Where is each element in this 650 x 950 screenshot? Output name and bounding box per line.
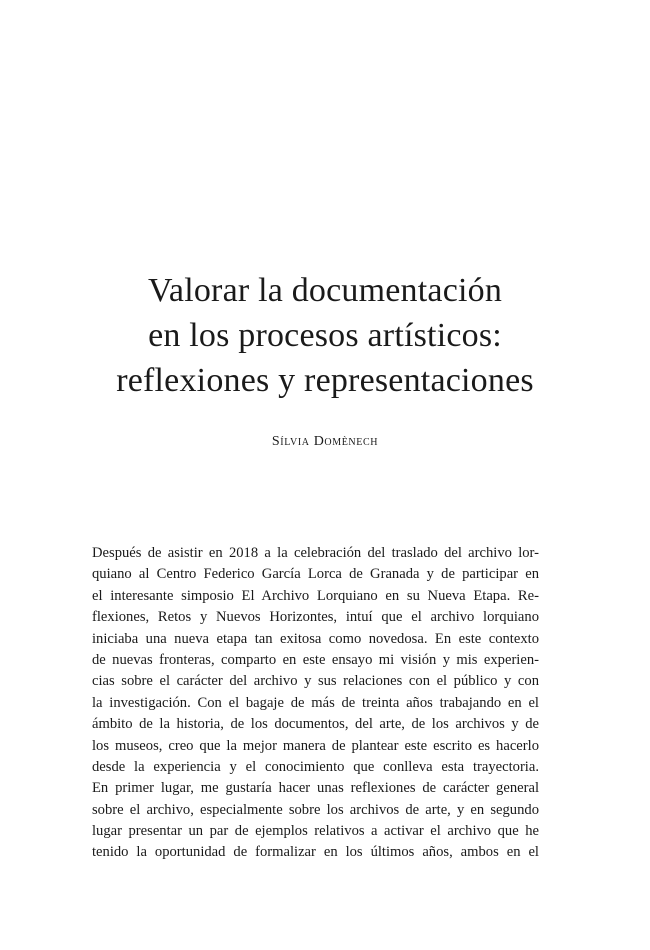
body-line-8: la investigación. Con el bagaje de más de treinta años trabajando en el <box>92 694 539 711</box>
body-paragraph <box>92 543 539 864</box>
body-line-11: desde la experiencia y el conocimiento que conlleva esta trayectoria. <box>92 758 539 775</box>
body-line-14: lugar presentar un par de ejemplos relativos a activar el archivo que he <box>92 823 539 840</box>
body-line-4: flexiones, Retos y Nuevos Horizontes, intuí que el archivo lorquiano <box>92 609 539 626</box>
body-line-10: los museos, creo que la mejor manera de plantear este escrito es hacerlo <box>92 737 539 754</box>
body-line-3: el interesante simposio El Archivo Lorquiano en su Nueva Etapa. Re- <box>92 587 539 604</box>
chapter-title-line-3: reflexiones y representaciones <box>116 362 534 399</box>
chapter-title-line-2: en los procesos artísticos: <box>148 317 502 354</box>
body-line-13: sobre el archivo, especialmente sobre los archivos de arte, y en segundo <box>92 801 539 818</box>
body-line-6: de nuevas fronteras, comparto en este ensayo mi visión y mis experien- <box>92 651 539 668</box>
chapter-title-line-1: Valorar la documentación <box>147 272 503 309</box>
body-line-5: iniciaba una nueva etapa tan exitosa como novedosa. En este contexto <box>92 630 539 647</box>
body-line-9: ámbito de la historia, de los documentos, del arte, de los archivos y de <box>92 716 539 733</box>
author-name: Sílvia Domènech <box>271 434 379 449</box>
body-line-1: Después de asistir en 2018 a la celebración del traslado del archivo lor- <box>92 545 539 561</box>
chapter-title <box>40 268 610 403</box>
body-line-15: tenido la oportunidad de formalizar en los últimos años, ambos en el <box>92 844 539 861</box>
body-line-2: quiano al Centro Federico García Lorca de Granada y de participar en <box>92 566 539 583</box>
body-line-7: cias sobre el carácter del archivo y sus relaciones con el público y con <box>92 673 539 690</box>
body-line-12: En primer lugar, me gustaría hacer unas reflexiones de carácter general <box>92 780 539 797</box>
